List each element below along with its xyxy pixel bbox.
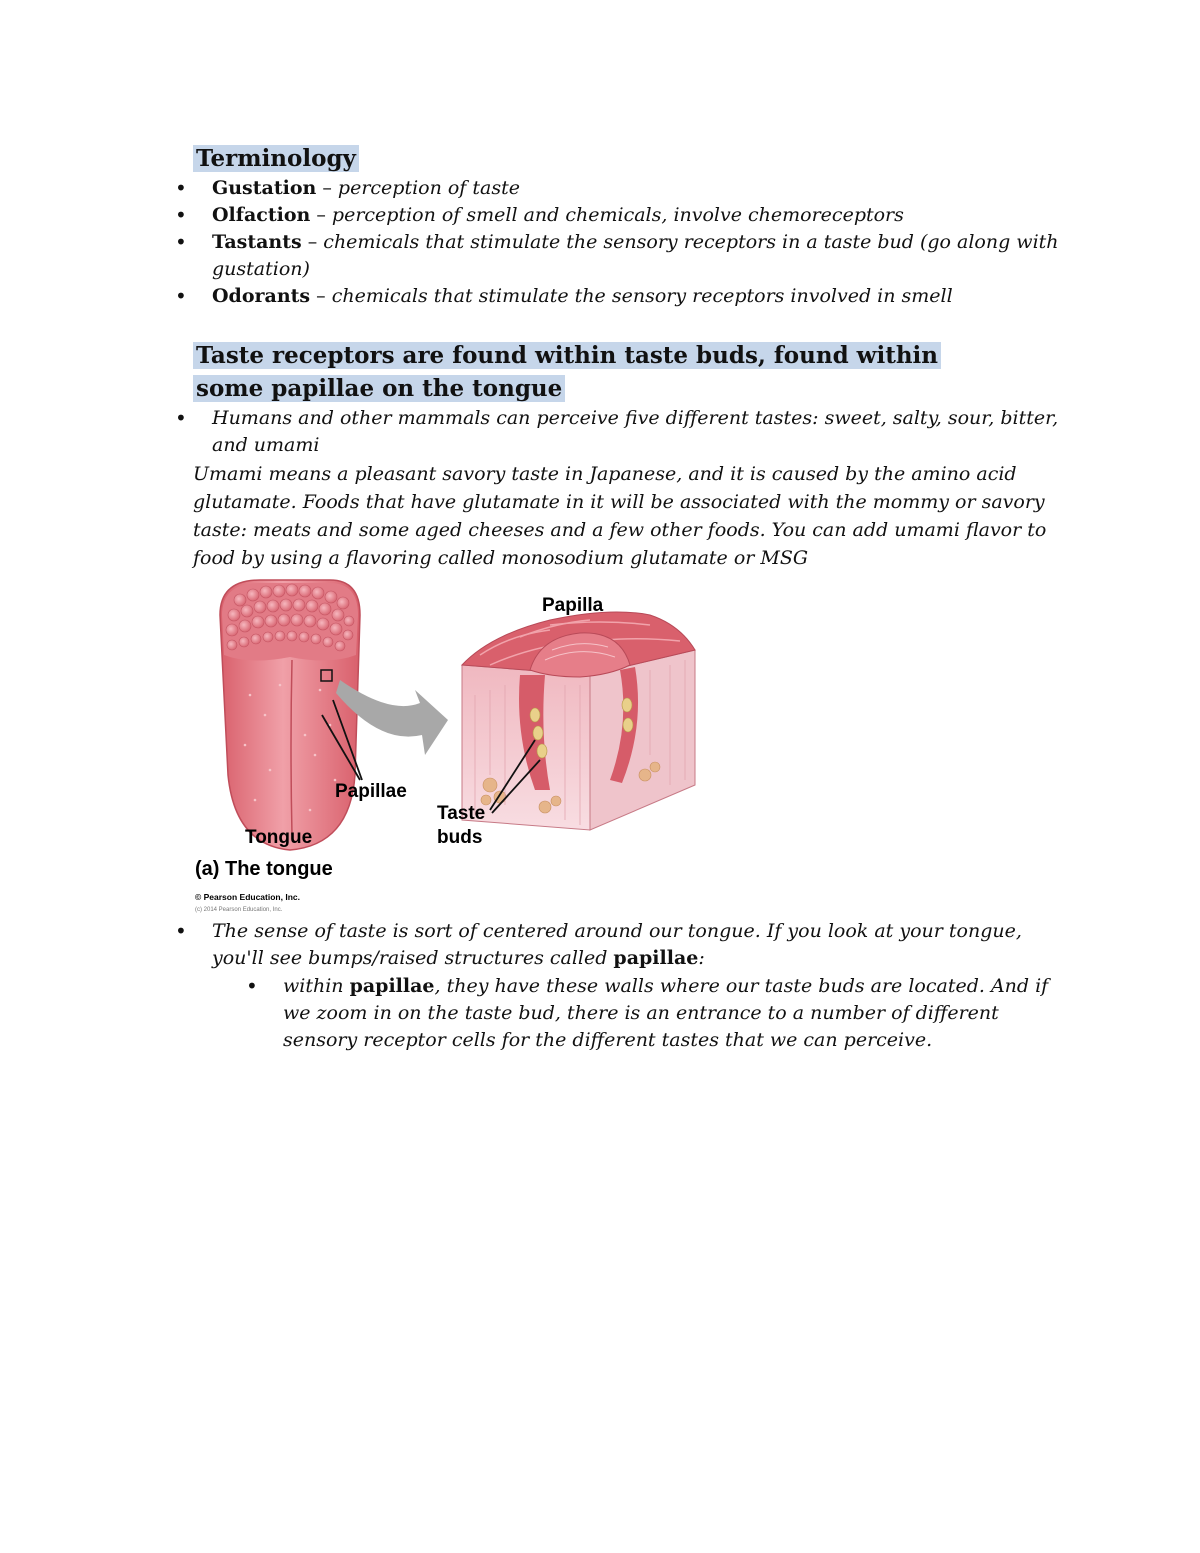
- list-item: • Olfaction – perception of smell and chemicals, involve chemoreceptors: [175, 203, 904, 227]
- bullet-icon: •: [175, 919, 187, 943]
- list-item: • Odorants – chemicals that stimulate the sensory receptors involved in smell: [175, 284, 953, 308]
- terminology-list: [175, 175, 1062, 310]
- list-item: • within papillae, they have these walls where our taste buds are located. And if we zoom in on the taste bud, there is an entrance to a number of different sensory receptor cells for the different tastes that we can perceive.: [246, 974, 1049, 1051]
- terminology-heading: Terminology: [193, 142, 359, 175]
- copyright-line-small: (c) 2014 Pearson Education, Inc.: [195, 907, 283, 913]
- copyright-line: © Pearson Education, Inc.: [195, 892, 300, 902]
- tongue-diagram: [190, 575, 720, 915]
- bullet-icon: •: [175, 203, 187, 227]
- list-item: • Humans and other mammals can perceive five different tastes: sweet, salty, sour, bitter, and umami: [175, 406, 1059, 456]
- bullet-icon: •: [246, 974, 258, 998]
- taste-receptors-heading: Taste receptors are found within taste buds, found within some papillae on the tongue: [193, 339, 1013, 405]
- tongue-figure: [190, 575, 720, 915]
- label-papillae: Papillae: [335, 781, 407, 802]
- list-item: • The sense of taste is sort of centered around our tongue. If you look at your tongue, you'll see bumps/raised structures called papillae:: [175, 919, 1022, 969]
- tongue-description-list: [175, 918, 1062, 972]
- papilla-illustration: [462, 612, 695, 830]
- papillae-sublist: [246, 973, 1063, 1054]
- list-item: • Tastants – chemicals that stimulate the sensory receptors in a taste bud (go along with gustation): [175, 230, 1059, 280]
- bullet-icon: •: [175, 406, 187, 430]
- figure-caption: (a) The tongue: [195, 858, 333, 880]
- bullet-icon: •: [175, 284, 187, 308]
- label-taste: Taste: [437, 803, 486, 824]
- label-tongue: Tongue: [245, 827, 313, 848]
- bullet-icon: •: [175, 230, 187, 254]
- umami-paragraph: Umami means a pleasant savory taste in Japanese, and it is caused by the amino acid glutamate. Foods that have glutamate in it will be associated with the mommy or savory taste: meats and some aged cheeses and a few other foods. You can add umami flavor to food by using a flavoring called monosodium glutamate or MSG: [193, 463, 1047, 569]
- label-buds: buds: [437, 827, 483, 848]
- list-item: • Gustation – perception of taste: [175, 176, 520, 200]
- tastes-list: [175, 405, 1072, 459]
- tongue-illustration: [220, 580, 362, 850]
- bullet-icon: •: [175, 176, 187, 200]
- label-papilla: Papilla: [542, 595, 604, 616]
